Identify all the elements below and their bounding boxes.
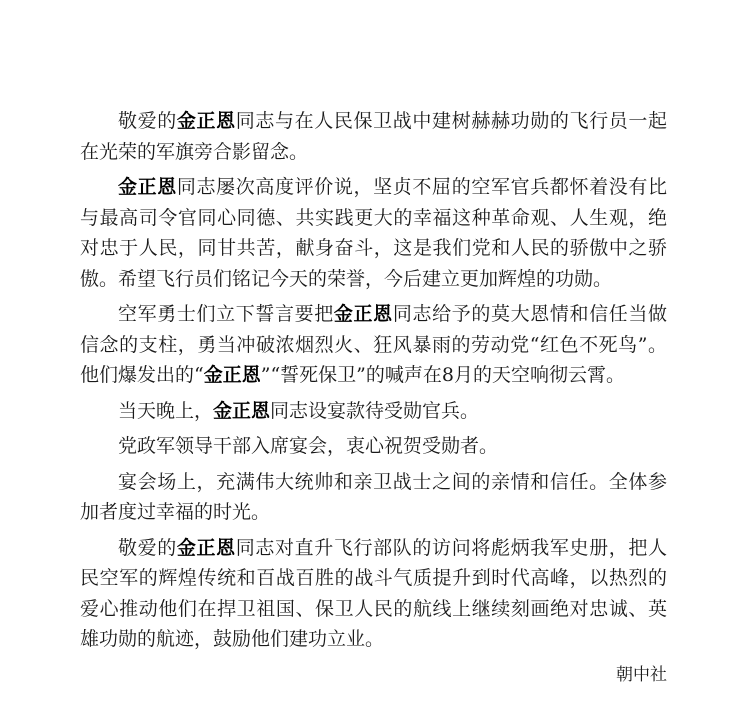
leader-name: 金正恩 <box>333 303 393 325</box>
paragraph-text: 空军勇士们立下誓言要把 <box>118 303 334 325</box>
leader-name: 金正恩 <box>118 176 177 198</box>
paragraph-text: ”“誓死保卫”的喊声在8月的天空响彻云霄。 <box>260 364 625 386</box>
article-paragraph <box>80 396 667 427</box>
paragraph-text: 同志对直升飞行部队的访问将彪炳我军史册，把人民空军的辉煌传统和百战百胜的战斗气质提升到时代高峰，以热烈的爱心推动他们在捍卫祖国、保卫人民的航线上继续刻画绝对忠诚、英雄功勋的航迹，鼓励他们建功立业。 <box>80 536 667 650</box>
paragraph-text: 同志设宴款待受勋官兵。 <box>270 399 480 422</box>
article-paragraphs <box>80 106 667 655</box>
paragraph-text: 敬爱的 <box>118 536 177 559</box>
article-paragraph <box>80 467 667 528</box>
paragraph-text: 党政军领导干部入席宴会，衷心祝贺受勋者。 <box>118 435 499 457</box>
article-paragraph <box>80 533 667 655</box>
article-paragraph <box>80 172 667 294</box>
news-source: 朝中社 <box>616 664 667 685</box>
paragraph-text: 同志与在人民保卫战中建树赫赫功勋的飞行员一起在光荣的军旗旁合影留念。 <box>80 110 667 163</box>
paragraph-text: 同志屡次高度评价说，坚贞不屈的空军官兵都怀着没有比与最高司令官同心同德、共实践更大的幸福这种革命观、人生观，绝对忠于人民，同甘共苦，献身奋斗，这是我们党和人民的骄傲中之骄傲。希望飞行员们铭记今天的荣誉，今后建立更加辉煌的功勋。 <box>80 176 667 290</box>
leader-name: 金正恩 <box>213 399 271 422</box>
article-paragraph <box>80 299 667 391</box>
leader-name: 金正恩 <box>176 110 236 132</box>
paragraph-text: 敬爱的 <box>118 110 177 132</box>
leader-name: 金正恩 <box>203 364 261 386</box>
paragraph-text: 当天晚上， <box>118 399 214 422</box>
leader-name: 金正恩 <box>176 536 236 559</box>
article-paragraph <box>80 431 667 462</box>
article-paragraph <box>80 106 667 167</box>
paragraph-text: 同志给予的莫大恩情和信任当做信念的支柱，勇当冲破浓烟烈火、狂风暴雨的劳动党“红色不死鸟”。他们爆发出的“ <box>80 303 667 386</box>
article-body <box>80 106 667 690</box>
paragraph-text: 宴会场上，充满伟大统帅和亲卫战士之间的亲情和信任。全体参加者度过幸福的时光。 <box>80 470 667 523</box>
